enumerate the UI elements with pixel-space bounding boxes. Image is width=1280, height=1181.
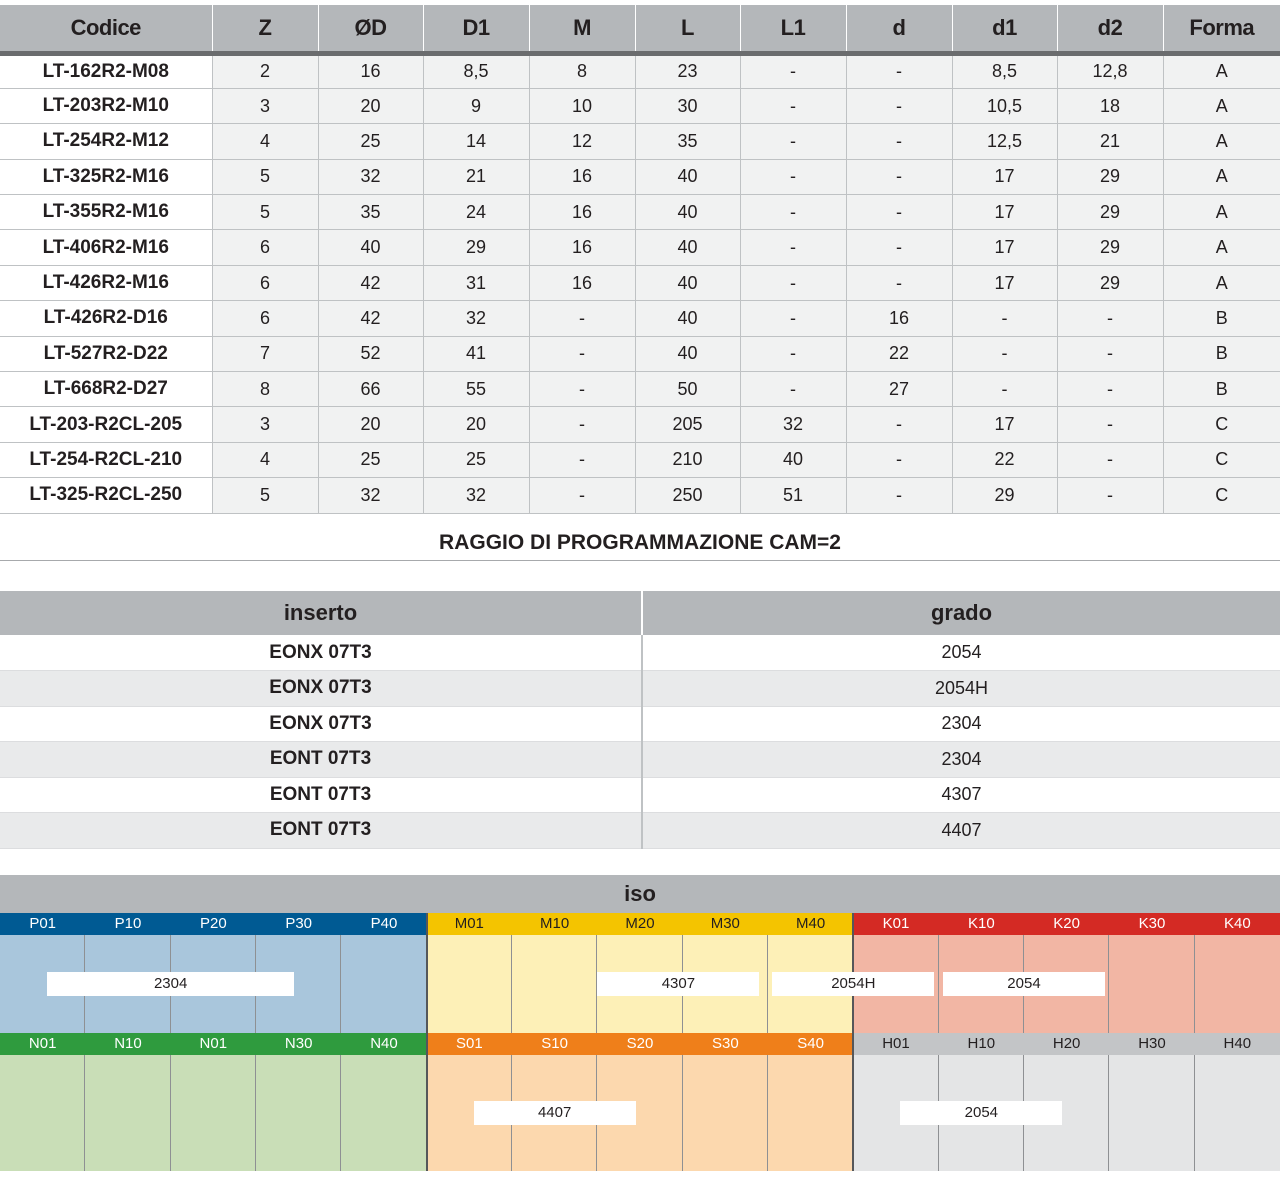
spec-value: 210 (635, 442, 740, 477)
iso-cell (256, 1055, 341, 1171)
insert-code: EONX 07T3 (0, 706, 642, 742)
spec-value: 8 (529, 53, 635, 88)
spec-value: - (1057, 407, 1163, 442)
iso-cell (1109, 935, 1194, 1033)
spec-value: 42 (318, 265, 423, 300)
table-row (0, 813, 1280, 849)
spec-value: B (1163, 301, 1280, 336)
spec-value: 29 (1057, 159, 1163, 194)
iso-code: S40 (797, 1035, 824, 1052)
spec-value: 6 (212, 265, 318, 300)
spec-value: 23 (635, 53, 740, 88)
spec-value: 12 (529, 124, 635, 159)
iso-cell (683, 1055, 768, 1171)
spec-value: 205 (635, 407, 740, 442)
product-code: LT-426R2-D16 (0, 301, 212, 336)
specs-col-header: L1 (740, 5, 846, 53)
spec-value: 21 (1057, 124, 1163, 159)
table-row (0, 301, 1280, 336)
cam-radius-note: RAGGIO DI PROGRAMMAZIONE CAM=2 (0, 525, 1280, 561)
spec-value: 35 (635, 124, 740, 159)
spec-value: 16 (529, 265, 635, 300)
spec-value: 17 (952, 265, 1057, 300)
spec-value: 32 (423, 301, 529, 336)
table-row (0, 635, 1280, 671)
specs-col-header: Z (212, 5, 318, 53)
grade-value: 4307 (642, 777, 1280, 813)
insert-code: EONT 07T3 (0, 742, 642, 778)
grade-value: 2054 (642, 635, 1280, 671)
spec-value: 22 (846, 336, 952, 371)
grades-table (0, 591, 1280, 849)
spec-value: 40 (635, 301, 740, 336)
spec-value: A (1163, 265, 1280, 300)
spec-value: 3 (212, 88, 318, 123)
spec-value: 17 (952, 230, 1057, 265)
spec-value: - (1057, 301, 1163, 336)
iso-cell (341, 935, 426, 1033)
iso-code: S20 (626, 1035, 654, 1052)
spec-value: - (846, 265, 952, 300)
spec-value: C (1163, 442, 1280, 477)
spec-value: - (952, 372, 1057, 407)
grade-value: 2054H (642, 671, 1280, 707)
spec-value: 22 (952, 442, 1057, 477)
iso-group-header (0, 913, 427, 935)
spec-value: 29 (952, 478, 1057, 513)
iso-group-header (427, 1033, 854, 1055)
spec-value: - (740, 195, 846, 230)
product-code: LT-203-R2CL-205 (0, 407, 212, 442)
product-code: LT-668R2-D27 (0, 372, 212, 407)
spec-value: 40 (318, 230, 423, 265)
iso-code: K10 (967, 915, 995, 932)
spec-value: 5 (212, 478, 318, 513)
spec-value: - (846, 159, 952, 194)
iso-row (0, 1033, 1280, 1171)
spec-value: 40 (635, 159, 740, 194)
spec-value: - (1057, 336, 1163, 371)
iso-code: H20 (1052, 1035, 1081, 1052)
spec-value: A (1163, 124, 1280, 159)
spec-value: A (1163, 53, 1280, 88)
iso-code: M01 (454, 915, 484, 932)
iso-code: N10 (114, 1035, 142, 1052)
spec-value: 6 (212, 301, 318, 336)
iso-code: M20 (625, 915, 655, 932)
iso-grade-label: 4407 (474, 1101, 636, 1125)
table-row (0, 706, 1280, 742)
spec-value: - (846, 124, 952, 159)
spec-value: 21 (423, 159, 529, 194)
specs-col-header: D1 (423, 5, 529, 53)
table-row (0, 159, 1280, 194)
iso-group-body (0, 1055, 427, 1171)
spec-value: - (846, 195, 952, 230)
spec-value: - (952, 301, 1057, 336)
iso-cell (171, 1055, 256, 1171)
spec-value: - (846, 88, 952, 123)
spec-value: 29 (1057, 265, 1163, 300)
iso-code: M30 (710, 915, 740, 932)
iso-code: K01 (882, 915, 910, 932)
spec-value: 2 (212, 53, 318, 88)
specs-table (0, 5, 1280, 514)
table-row (0, 230, 1280, 265)
spec-value: - (1057, 372, 1163, 407)
spec-value: 41 (423, 336, 529, 371)
iso-title: iso (0, 875, 1280, 913)
iso-chart (0, 875, 1280, 1171)
spec-value: - (846, 478, 952, 513)
iso-grade-label: 2054 (900, 1101, 1062, 1125)
iso-group-divider (852, 1033, 854, 1171)
iso-group-header (0, 1033, 427, 1055)
iso-code: S10 (541, 1035, 568, 1052)
spec-value: 66 (318, 372, 423, 407)
spec-value: 24 (423, 195, 529, 230)
iso-code: N40 (370, 1035, 398, 1052)
table-row (0, 336, 1280, 371)
table-row (0, 265, 1280, 300)
specs-col-header: Forma (1163, 5, 1280, 53)
insert-code: EONX 07T3 (0, 635, 642, 671)
iso-cell (1109, 1055, 1194, 1171)
table-row (0, 478, 1280, 513)
spec-value: - (740, 372, 846, 407)
iso-cell (1195, 1055, 1280, 1171)
spec-value: 32 (318, 159, 423, 194)
spec-value: - (952, 336, 1057, 371)
specs-col-header: d1 (952, 5, 1057, 53)
spec-value: B (1163, 336, 1280, 371)
spec-value: - (1057, 478, 1163, 513)
spec-value: 250 (635, 478, 740, 513)
spec-value: A (1163, 230, 1280, 265)
spec-value: - (846, 53, 952, 88)
spec-value: 52 (318, 336, 423, 371)
spec-value: 29 (1057, 230, 1163, 265)
table-row (0, 53, 1280, 88)
spec-value: 30 (635, 88, 740, 123)
spec-value: 20 (423, 407, 529, 442)
spec-value: 51 (740, 478, 846, 513)
grades-col-header: inserto (0, 591, 642, 635)
spec-value: C (1163, 478, 1280, 513)
spec-value: - (740, 88, 846, 123)
iso-code: P01 (29, 915, 57, 932)
iso-row (0, 913, 1280, 1033)
spec-value: - (529, 442, 635, 477)
spec-value: 25 (318, 442, 423, 477)
spec-value: 8,5 (423, 53, 529, 88)
iso-cell (0, 1055, 85, 1171)
spec-value: B (1163, 372, 1280, 407)
grades-header-row (0, 591, 1280, 635)
product-code: LT-203R2-M10 (0, 88, 212, 123)
spec-value: 20 (318, 88, 423, 123)
iso-code: K40 (1223, 915, 1251, 932)
spec-value: - (740, 53, 846, 88)
spec-value: A (1163, 159, 1280, 194)
spec-value: 6 (212, 230, 318, 265)
iso-grade-label: 2054 (943, 972, 1105, 996)
iso-code: M40 (796, 915, 826, 932)
iso-code: S01 (455, 1035, 483, 1052)
spec-value: 32 (740, 407, 846, 442)
spec-value: 35 (318, 195, 423, 230)
spec-value: 17 (952, 159, 1057, 194)
iso-cell (768, 1055, 853, 1171)
spec-value: 14 (423, 124, 529, 159)
spec-value: 32 (318, 478, 423, 513)
iso-cell (1195, 935, 1280, 1033)
spec-value: - (1057, 442, 1163, 477)
product-code: LT-355R2-M16 (0, 195, 212, 230)
spec-value: 40 (635, 265, 740, 300)
spec-value: 40 (635, 195, 740, 230)
specs-col-header: ØD (318, 5, 423, 53)
iso-group-divider (426, 913, 428, 1033)
spec-value: 7 (212, 336, 318, 371)
specs-header-row (0, 5, 1280, 53)
spec-value: 40 (740, 442, 846, 477)
table-row (0, 124, 1280, 159)
iso-group-header (853, 1033, 1280, 1055)
spec-value: 25 (423, 442, 529, 477)
spec-value: 18 (1057, 88, 1163, 123)
spec-value: 8 (212, 372, 318, 407)
table-row (0, 195, 1280, 230)
spec-value: 5 (212, 159, 318, 194)
spec-value: - (740, 336, 846, 371)
table-row (0, 742, 1280, 778)
spec-value: 40 (635, 336, 740, 371)
spec-value: 50 (635, 372, 740, 407)
spec-value: 17 (952, 407, 1057, 442)
spec-value: - (846, 230, 952, 265)
iso-grade-label: 2304 (47, 972, 294, 996)
iso-group-header (427, 913, 854, 935)
spec-value: 5 (212, 195, 318, 230)
product-code: LT-406R2-M16 (0, 230, 212, 265)
iso-code: S30 (711, 1035, 739, 1052)
table-row (0, 88, 1280, 123)
spec-value: 16 (529, 195, 635, 230)
product-code: LT-527R2-D22 (0, 336, 212, 371)
spec-value: 9 (423, 88, 529, 123)
iso-grade-label: 2054H (772, 972, 934, 996)
spec-value: - (846, 407, 952, 442)
spec-value: 32 (423, 478, 529, 513)
spec-value: - (529, 301, 635, 336)
spec-value: 16 (529, 159, 635, 194)
product-code: LT-426R2-M16 (0, 265, 212, 300)
spec-value: C (1163, 407, 1280, 442)
spec-value: 42 (318, 301, 423, 336)
iso-cell (427, 935, 512, 1033)
table-row (0, 407, 1280, 442)
grades-col-header: grado (642, 591, 1280, 635)
specs-col-header: d (846, 5, 952, 53)
iso-cell (341, 1055, 426, 1171)
spec-value: 4 (212, 442, 318, 477)
iso-code: M10 (540, 915, 570, 932)
insert-code: EONT 07T3 (0, 813, 642, 849)
grade-value: 2304 (642, 706, 1280, 742)
specs-col-header: d2 (1057, 5, 1163, 53)
spec-value: 4 (212, 124, 318, 159)
product-code: LT-325-R2CL-250 (0, 478, 212, 513)
insert-code: EONT 07T3 (0, 777, 642, 813)
spec-value: 8,5 (952, 53, 1057, 88)
iso-code: P30 (285, 915, 313, 932)
table-row (0, 671, 1280, 707)
spec-value: 10,5 (952, 88, 1057, 123)
spec-value: - (529, 407, 635, 442)
iso-grade-label: 4307 (597, 972, 759, 996)
spec-value: 27 (846, 372, 952, 407)
spec-value: 29 (1057, 195, 1163, 230)
spec-value: 31 (423, 265, 529, 300)
spec-value: 16 (318, 53, 423, 88)
spec-value: 25 (318, 124, 423, 159)
iso-code: K30 (1138, 915, 1166, 932)
iso-code: N01 (199, 1035, 228, 1052)
table-row (0, 372, 1280, 407)
iso-code: H30 (1138, 1035, 1166, 1052)
iso-code: N30 (284, 1035, 313, 1052)
spec-value: 12,8 (1057, 53, 1163, 88)
spec-value: 17 (952, 195, 1057, 230)
product-code: LT-162R2-M08 (0, 53, 212, 88)
spec-value: 40 (635, 230, 740, 265)
grade-value: 4407 (642, 813, 1280, 849)
iso-cell (512, 935, 597, 1033)
table-row (0, 442, 1280, 477)
product-code: LT-254R2-M12 (0, 124, 212, 159)
spec-value: - (740, 124, 846, 159)
iso-code: H40 (1223, 1035, 1252, 1052)
spec-value: - (740, 301, 846, 336)
spec-value: - (740, 230, 846, 265)
insert-code: EONX 07T3 (0, 671, 642, 707)
spec-value: - (740, 265, 846, 300)
spec-value: 16 (529, 230, 635, 265)
spec-value: - (529, 478, 635, 513)
spec-value: 16 (846, 301, 952, 336)
product-code: LT-325R2-M16 (0, 159, 212, 194)
iso-code: P10 (114, 915, 142, 932)
spec-value: 29 (423, 230, 529, 265)
iso-code: N01 (28, 1035, 57, 1052)
specs-col-header: L (635, 5, 740, 53)
spec-value: - (740, 159, 846, 194)
specs-col-header: Codice (0, 5, 212, 53)
iso-group-divider (426, 1033, 428, 1171)
spec-value: 12,5 (952, 124, 1057, 159)
spec-value: - (529, 336, 635, 371)
spec-value: - (529, 372, 635, 407)
iso-code: P40 (370, 915, 398, 932)
iso-code: P20 (199, 915, 227, 932)
specs-col-header: M (529, 5, 635, 53)
grade-value: 2304 (642, 742, 1280, 778)
iso-group-header (853, 913, 1280, 935)
spec-value: - (846, 442, 952, 477)
table-row (0, 777, 1280, 813)
spec-value: A (1163, 195, 1280, 230)
spec-value: 20 (318, 407, 423, 442)
product-code: LT-254-R2CL-210 (0, 442, 212, 477)
iso-code: H01 (882, 1035, 910, 1052)
iso-cell (85, 1055, 170, 1171)
spec-value: A (1163, 88, 1280, 123)
spec-value: 3 (212, 407, 318, 442)
spec-value: 55 (423, 372, 529, 407)
iso-code: H10 (967, 1035, 996, 1052)
iso-code: K20 (1053, 915, 1080, 932)
spec-value: 10 (529, 88, 635, 123)
